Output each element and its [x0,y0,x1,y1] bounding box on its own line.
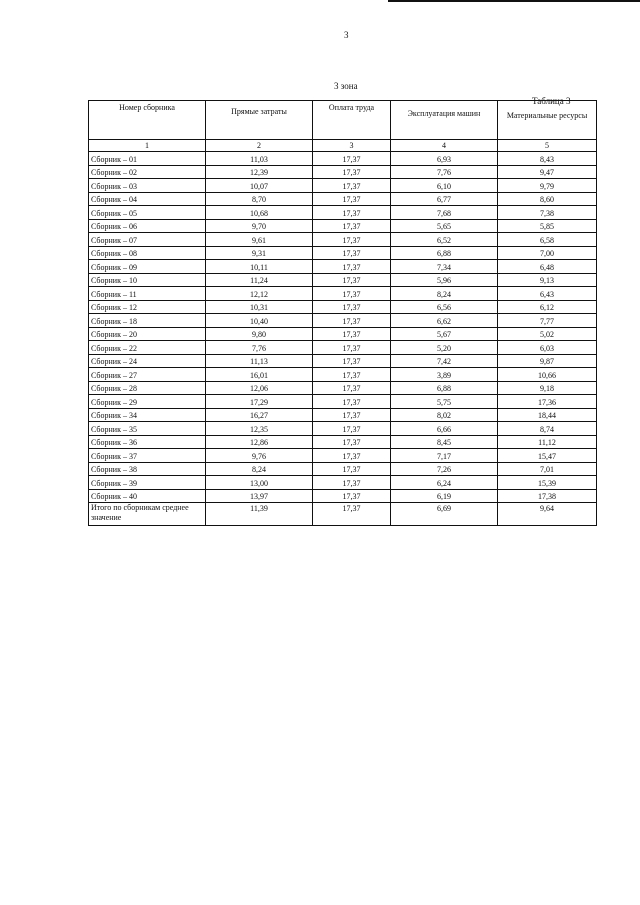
value-cell: 10,40 [206,314,313,328]
collection-name-cell: Сборник – 11 [89,287,206,301]
value-cell: 6,12 [498,300,597,314]
total-row [89,503,597,526]
value-cell: 7,42 [391,354,498,368]
table-row [89,165,597,179]
table-row [89,449,597,463]
value-cell: 11,24 [206,273,313,287]
value-cell: 9,80 [206,327,313,341]
value-cell: 9,18 [498,381,597,395]
table-row [89,233,597,247]
value-cell: 10,66 [498,368,597,382]
value-cell: 9,79 [498,179,597,193]
value-cell: 18,44 [498,408,597,422]
page-number: 3 [344,30,349,40]
table-row [89,476,597,490]
value-cell: 5,02 [498,327,597,341]
collection-name-cell: Сборник – 10 [89,273,206,287]
column-number: 5 [498,140,597,152]
value-cell: 7,17 [391,449,498,463]
header-cell: Номер сборника [89,101,206,140]
value-cell: 7,26 [391,462,498,476]
value-cell: 17,38 [498,489,597,503]
header-cell: Материальные ресурсы [498,101,597,140]
collection-name-cell: Сборник – 18 [89,314,206,328]
value-cell: 17,37 [313,300,391,314]
table-row [89,206,597,220]
collection-name-cell: Сборник – 27 [89,368,206,382]
value-cell: 6,93 [391,152,498,166]
total-value-cell: 17,37 [313,503,391,526]
value-cell: 17,37 [313,489,391,503]
value-cell: 17,37 [313,341,391,355]
table-row [89,219,597,233]
collection-name-cell: Сборник – 34 [89,408,206,422]
value-cell: 17,37 [313,233,391,247]
value-cell: 10,68 [206,206,313,220]
top-border-line [388,0,640,2]
value-cell: 9,31 [206,246,313,260]
value-cell: 15,39 [498,476,597,490]
value-cell: 8,43 [498,152,597,166]
value-cell: 9,87 [498,354,597,368]
value-cell: 17,37 [313,152,391,166]
value-cell: 11,13 [206,354,313,368]
collection-name-cell: Сборник – 20 [89,327,206,341]
column-number: 2 [206,140,313,152]
collection-name-cell: Сборник – 40 [89,489,206,503]
table-row [89,422,597,436]
value-cell: 16,01 [206,368,313,382]
collection-name-cell: Сборник – 35 [89,422,206,436]
total-value-cell: 11,39 [206,503,313,526]
value-cell: 17,37 [313,260,391,274]
collection-name-cell: Сборник – 37 [89,449,206,463]
table-row [89,300,597,314]
header-cell: Эксплуатация машин [391,101,498,140]
value-cell: 8,02 [391,408,498,422]
collection-name-cell: Сборник – 28 [89,381,206,395]
column-number: 4 [391,140,498,152]
collection-name-cell: Сборник – 36 [89,435,206,449]
column-number: 3 [313,140,391,152]
value-cell: 6,24 [391,476,498,490]
value-cell: 17,37 [313,327,391,341]
collection-name-cell: Сборник – 29 [89,395,206,409]
value-cell: 6,10 [391,179,498,193]
collection-name-cell: Сборник – 02 [89,165,206,179]
value-cell: 17,37 [313,381,391,395]
collection-name-cell: Сборник – 12 [89,300,206,314]
value-cell: 17,36 [498,395,597,409]
value-cell: 6,77 [391,192,498,206]
value-cell: 8,45 [391,435,498,449]
table-row [89,408,597,422]
value-cell: 10,31 [206,300,313,314]
value-cell: 17,37 [313,435,391,449]
value-cell: 9,47 [498,165,597,179]
value-cell: 13,00 [206,476,313,490]
value-cell: 6,66 [391,422,498,436]
value-cell: 8,74 [498,422,597,436]
value-cell: 16,27 [206,408,313,422]
value-cell: 8,70 [206,192,313,206]
value-cell: 9,76 [206,449,313,463]
collection-name-cell: Сборник – 07 [89,233,206,247]
value-cell: 6,03 [498,341,597,355]
table-row [89,246,597,260]
value-cell: 17,37 [313,206,391,220]
value-cell: 9,13 [498,273,597,287]
value-cell: 17,37 [313,462,391,476]
header-row [89,101,597,140]
value-cell: 6,43 [498,287,597,301]
value-cell: 12,12 [206,287,313,301]
total-value-cell: 6,69 [391,503,498,526]
value-cell: 17,37 [313,368,391,382]
collection-name-cell: Сборник – 24 [89,354,206,368]
table-row [89,435,597,449]
value-cell: 8,60 [498,192,597,206]
table-row [89,287,597,301]
value-cell: 17,37 [313,287,391,301]
value-cell: 12,86 [206,435,313,449]
value-cell: 5,96 [391,273,498,287]
table-row [89,395,597,409]
value-cell: 10,07 [206,179,313,193]
value-cell: 17,37 [313,219,391,233]
table-label: Таблица 3 [532,96,571,106]
table-row [89,462,597,476]
column-number-row [89,140,597,152]
table-row [89,341,597,355]
value-cell: 7,38 [498,206,597,220]
value-cell: 6,52 [391,233,498,247]
header-cell: Прямые затраты [206,101,313,140]
value-cell: 8,24 [391,287,498,301]
value-cell: 5,85 [498,219,597,233]
collection-name-cell: Сборник – 04 [89,192,206,206]
value-cell: 17,29 [206,395,313,409]
collection-name-cell: Сборник – 01 [89,152,206,166]
collection-name-cell: Сборник – 22 [89,341,206,355]
value-cell: 17,37 [313,449,391,463]
total-value-cell: 9,64 [498,503,597,526]
collection-name-cell: Сборник – 08 [89,246,206,260]
value-cell: 7,34 [391,260,498,274]
data-table [88,100,597,526]
value-cell: 17,37 [313,273,391,287]
value-cell: 5,65 [391,219,498,233]
table-row [89,179,597,193]
value-cell: 7,68 [391,206,498,220]
table-row [89,273,597,287]
value-cell: 6,19 [391,489,498,503]
value-cell: 17,37 [313,246,391,260]
value-cell: 7,00 [498,246,597,260]
value-cell: 6,56 [391,300,498,314]
value-cell: 11,03 [206,152,313,166]
value-cell: 6,62 [391,314,498,328]
zone-title: 3 зона [334,81,358,91]
table-row [89,260,597,274]
value-cell: 12,35 [206,422,313,436]
value-cell: 17,37 [313,192,391,206]
value-cell: 5,75 [391,395,498,409]
value-cell: 17,37 [313,422,391,436]
table-row [89,368,597,382]
value-cell: 7,76 [206,341,313,355]
collection-name-cell: Сборник – 05 [89,206,206,220]
value-cell: 6,88 [391,246,498,260]
value-cell: 17,37 [313,165,391,179]
table-row [89,354,597,368]
table-row [89,314,597,328]
value-cell: 9,61 [206,233,313,247]
value-cell: 6,48 [498,260,597,274]
collection-name-cell: Сборник – 38 [89,462,206,476]
value-cell: 17,37 [313,354,391,368]
value-cell: 7,77 [498,314,597,328]
value-cell: 8,24 [206,462,313,476]
value-cell: 17,37 [313,408,391,422]
value-cell: 10,11 [206,260,313,274]
value-cell: 13,97 [206,489,313,503]
value-cell: 17,37 [313,179,391,193]
value-cell: 6,88 [391,381,498,395]
value-cell: 7,76 [391,165,498,179]
value-cell: 9,70 [206,219,313,233]
header-cell: Оплата труда [313,101,391,140]
value-cell: 11,12 [498,435,597,449]
column-number: 1 [89,140,206,152]
table-row [89,192,597,206]
collection-name-cell: Сборник – 09 [89,260,206,274]
table-row [89,381,597,395]
value-cell: 15,47 [498,449,597,463]
value-cell: 6,58 [498,233,597,247]
value-cell: 12,39 [206,165,313,179]
table-row [89,327,597,341]
value-cell: 5,67 [391,327,498,341]
collection-name-cell: Сборник – 03 [89,179,206,193]
value-cell: 17,37 [313,395,391,409]
value-cell: 17,37 [313,476,391,490]
collection-name-cell: Сборник – 39 [89,476,206,490]
collection-name-cell: Сборник – 06 [89,219,206,233]
value-cell: 12,06 [206,381,313,395]
total-label-cell: Итого по сборникам среднее значение [89,503,206,526]
table-row [89,152,597,166]
value-cell: 3,89 [391,368,498,382]
table-row [89,489,597,503]
value-cell: 7,01 [498,462,597,476]
value-cell: 17,37 [313,314,391,328]
value-cell: 5,20 [391,341,498,355]
